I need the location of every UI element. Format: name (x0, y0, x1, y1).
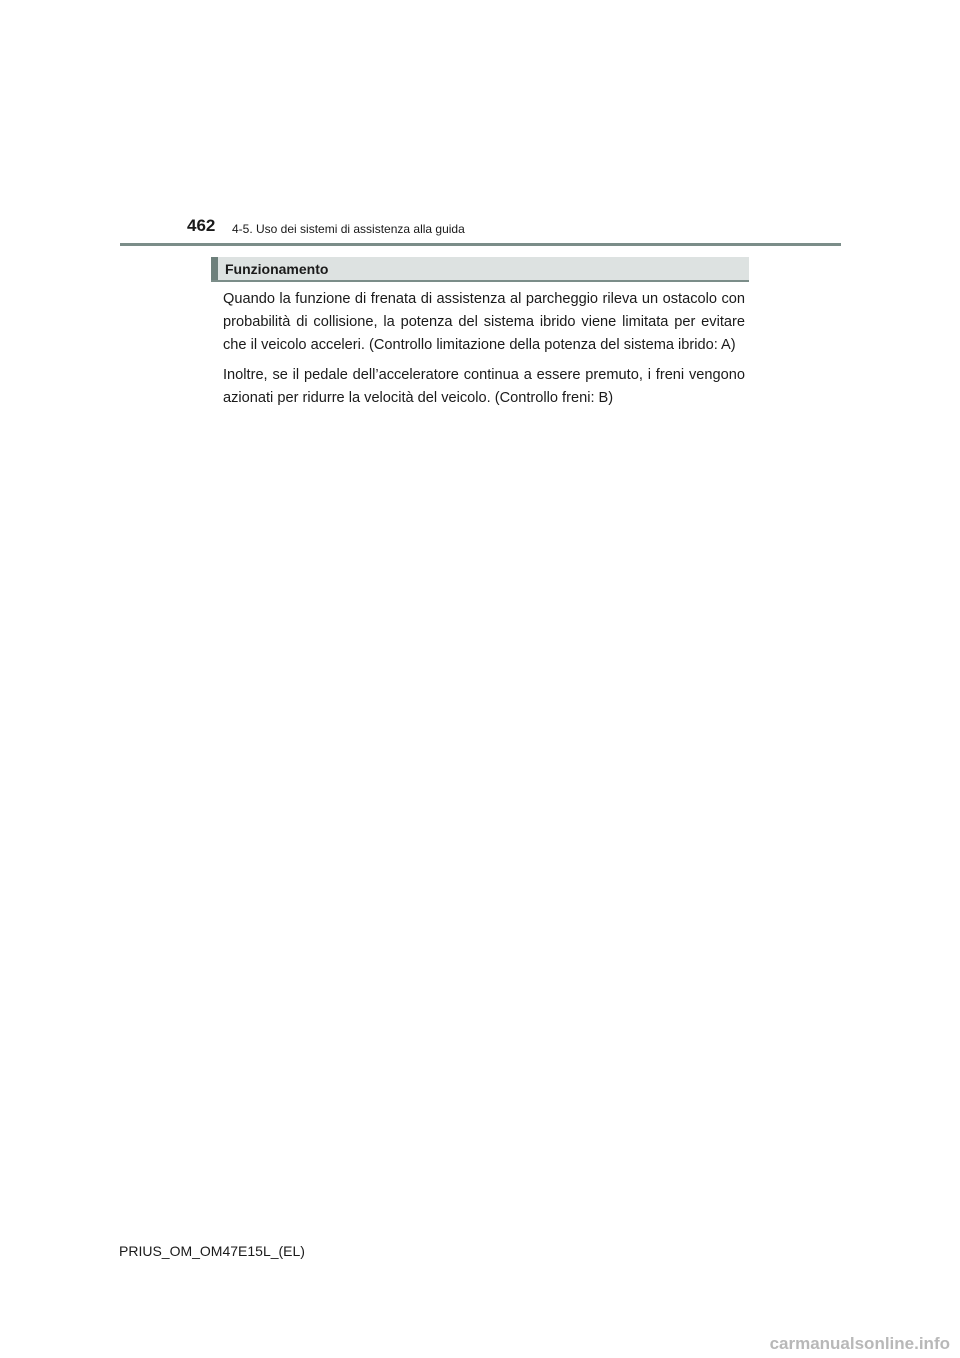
watermark-text: carmanualsonline.info (769, 1334, 950, 1353)
header-rule (120, 243, 841, 246)
page-number: 462 (187, 216, 216, 235)
paragraph-brake-control: Inoltre, se il pedale dell’acceleratore continua a essere premuto, i freni vengono azionati per ridurre la velocità del veicolo. (Controllo freni: B) (223, 367, 745, 406)
watermark-logo (732, 1331, 952, 1355)
section-heading-bar (211, 257, 749, 282)
document-code: PRIUS_OM_OM47E15L_(EL) (119, 1243, 305, 1259)
section-body (223, 288, 745, 417)
section-title: Funzionamento (225, 261, 329, 277)
section-accent-block (211, 257, 218, 280)
paragraph-power-limit: Quando la funzione di frenata di assistenza al parcheggio rileva un ostacolo con probabilità di collisione, la potenza del sistema ibrido viene limitata per evitare che il veicolo acceleri. (Controllo limitazione della potenza del sistema ibrido: A) (223, 291, 745, 353)
chapter-title: 4-5. Uso dei sistemi di assistenza alla guida (232, 222, 465, 236)
